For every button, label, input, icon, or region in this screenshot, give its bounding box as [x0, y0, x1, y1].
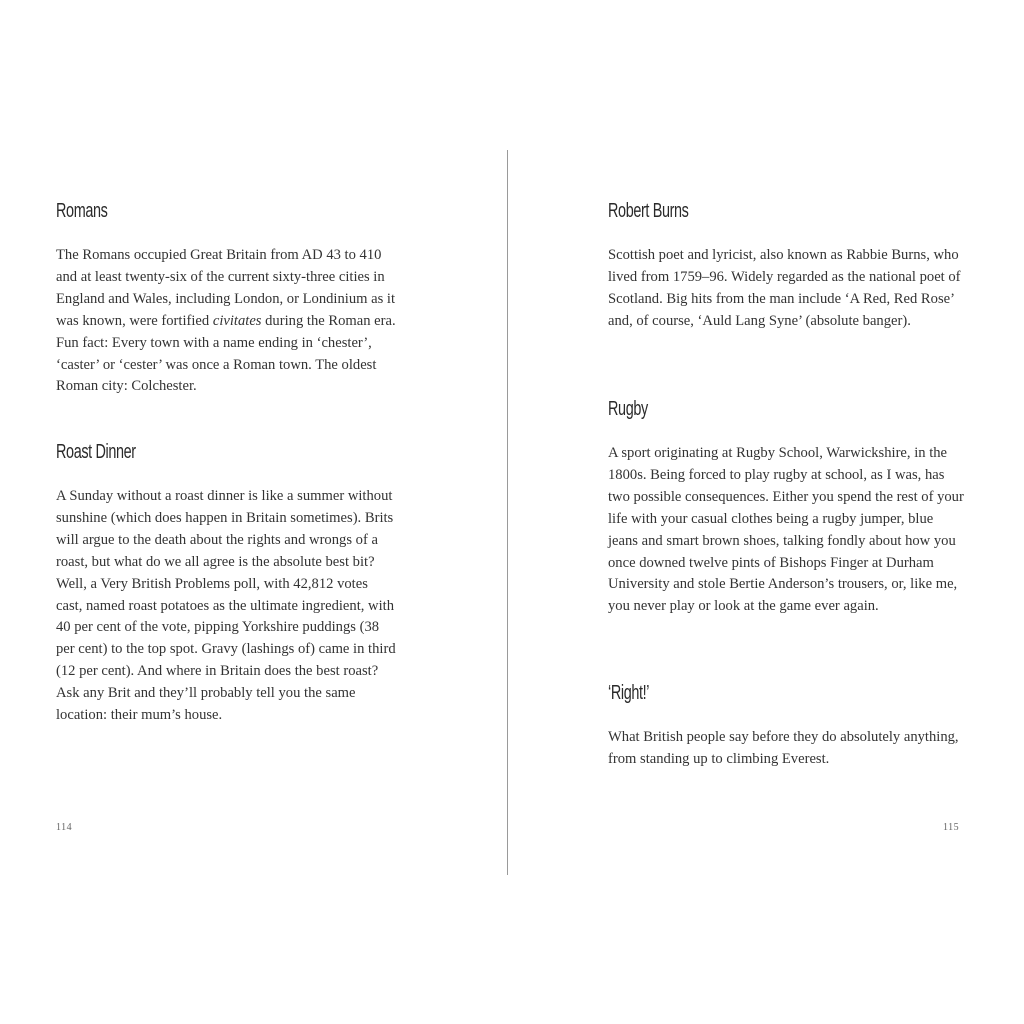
entry-heading: Roast Dinner: [56, 441, 136, 463]
left-page: [56, 0, 396, 1024]
entry-body: A Sunday without a roast dinner is like a summer without sunshine (which does happen in Britain sometimes). Brits will argue to the death about the rights and wrongs of a roast, but what do we all agree is the absolute best bit? Well, a Very British Problems poll, with 42,812 votes cast, named roast potatoes as the ultimate ingredient, with 40 per cent of the vote, pipping Yorkshire puddings (38 per cent) to the top spot. Gravy (lashings of) came in third (12 per cent). And where in Britain does the best roast? Ask any Brit and they’ll probably tell you the same location: their mum’s house.: [56, 488, 396, 724]
entry-heading: Rugby: [608, 398, 648, 420]
entry-body-text: during the Roman era. Fun fact: Every town with a name ending in ‘chester’, ‘caster’ or ‘cester’ was once a Roman town. The oldest Roman city: Colchester.: [56, 312, 396, 395]
page-gutter-divider: [507, 150, 508, 875]
entry-body: Scottish poet and lyricist, also known as Rabbie Burns, who lived from 1759–96. Widely regarded as the national poet of Scotland. Big hits from the man include ‘A Red, Red Rose’ and, of course, ‘Auld Lang Syne’ (absolute banger).: [608, 247, 961, 329]
entry-heading: Romans: [56, 200, 108, 222]
entry-right: [608, 681, 964, 771]
entry-heading: ‘Right!’: [608, 682, 650, 704]
page-number-right: 115: [943, 822, 960, 833]
entry-body: [56, 245, 396, 398]
entry-roast-dinner: [56, 440, 396, 727]
entry-robert-burns: [608, 199, 964, 333]
entry-body: What British people say before they do absolutely anything, from standing up to climbing Everest.: [608, 729, 959, 767]
entry-body-text: The Romans occupied Great Britain from AD 43 to 410 and at least twenty-six of the current sixty-three cities in England and Wales, including London, or Londinium as it was known, were fortified: [56, 247, 396, 329]
right-page: [608, 0, 964, 1024]
entry-heading: Robert Burns: [608, 200, 689, 222]
entry-romans: [56, 199, 396, 398]
entry-rugby: [608, 397, 964, 618]
entry-body-italic: civitates: [212, 312, 262, 329]
entry-body: A sport originating at Rugby School, Warwickshire, in the 1800s. Being forced to play rugby at school, as I was, has two possible consequences. Either you spend the rest of your life with your casual clothes being a rugby jumper, blue jeans and smart brown shoes, talking fondly about how you once downed twelve pints of Bishops Finger at Durham University and stole Bertie Anderson’s trousers, or, like me, you never play or look at the game ever again.: [608, 445, 964, 615]
page-number-left: 114: [56, 822, 73, 833]
